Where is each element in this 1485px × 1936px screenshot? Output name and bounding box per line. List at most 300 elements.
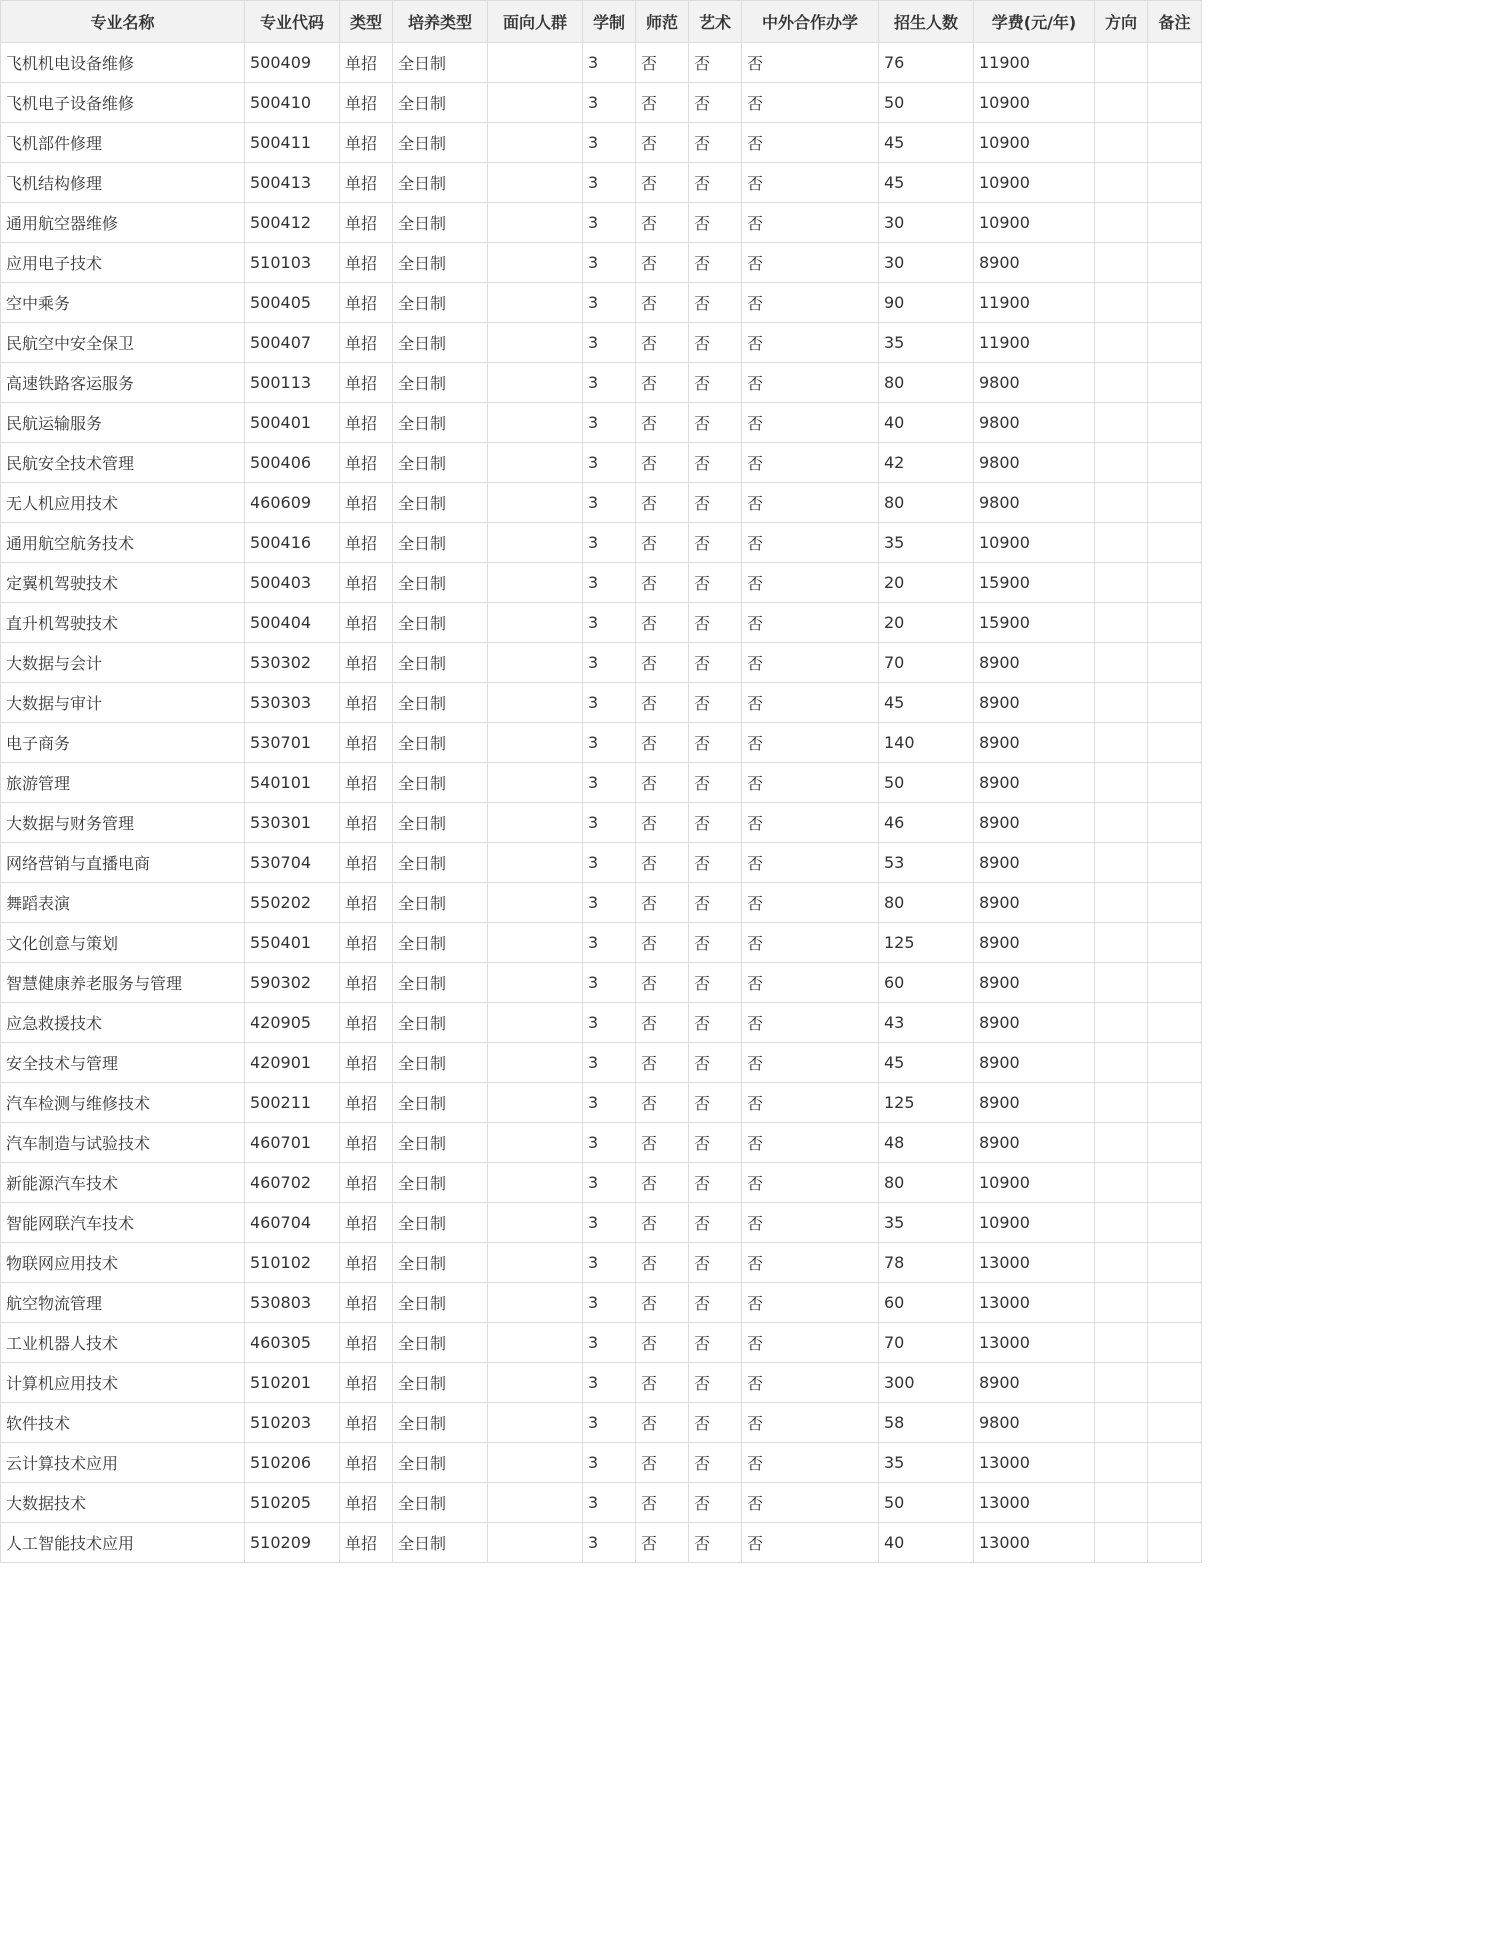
target-group-cell xyxy=(488,1043,583,1083)
tuition-cell: 11900 xyxy=(974,43,1095,83)
enrollment-cell: 300 xyxy=(879,1363,974,1403)
major-code-cell: 500113 xyxy=(245,363,340,403)
col-type-header: 类型 xyxy=(340,1,393,43)
study-mode-cell: 全日制 xyxy=(393,523,488,563)
study-mode-cell: 全日制 xyxy=(393,403,488,443)
table-row xyxy=(1,363,1202,403)
tuition-cell: 8900 xyxy=(974,643,1095,683)
direction-cell xyxy=(1095,1203,1148,1243)
duration-cell: 3 xyxy=(583,1363,636,1403)
study-mode-cell: 全日制 xyxy=(393,563,488,603)
type-cell: 单招 xyxy=(340,1163,393,1203)
major-name-cell: 通用航空器维修 xyxy=(1,203,245,243)
art-cell: 否 xyxy=(689,123,742,163)
art-cell: 否 xyxy=(689,163,742,203)
sino-foreign-cell: 否 xyxy=(742,843,879,883)
col-study-mode-header: 培养类型 xyxy=(393,1,488,43)
remarks-cell xyxy=(1148,843,1202,883)
tuition-cell: 10900 xyxy=(974,523,1095,563)
remarks-cell xyxy=(1148,1043,1202,1083)
major-name-cell: 应急救援技术 xyxy=(1,1003,245,1043)
enrollment-cell: 35 xyxy=(879,1443,974,1483)
normal-cell: 否 xyxy=(636,203,689,243)
duration-cell: 3 xyxy=(583,43,636,83)
major-code-cell: 530803 xyxy=(245,1283,340,1323)
direction-cell xyxy=(1095,483,1148,523)
sino-foreign-cell: 否 xyxy=(742,1003,879,1043)
tuition-cell: 9800 xyxy=(974,443,1095,483)
tuition-cell: 13000 xyxy=(974,1283,1095,1323)
major-code-cell: 510102 xyxy=(245,1243,340,1283)
target-group-cell xyxy=(488,1523,583,1563)
normal-cell: 否 xyxy=(636,43,689,83)
major-name-cell: 大数据与会计 xyxy=(1,643,245,683)
normal-cell: 否 xyxy=(636,123,689,163)
major-code-cell: 540101 xyxy=(245,763,340,803)
major-code-cell: 530704 xyxy=(245,843,340,883)
direction-cell xyxy=(1095,403,1148,443)
major-code-cell: 550401 xyxy=(245,923,340,963)
target-group-cell xyxy=(488,123,583,163)
remarks-cell xyxy=(1148,1483,1202,1523)
normal-cell: 否 xyxy=(636,283,689,323)
remarks-cell xyxy=(1148,1363,1202,1403)
table-row xyxy=(1,243,1202,283)
type-cell: 单招 xyxy=(340,443,393,483)
direction-cell xyxy=(1095,123,1148,163)
col-art-header: 艺术 xyxy=(689,1,742,43)
tuition-cell: 8900 xyxy=(974,1083,1095,1123)
duration-cell: 3 xyxy=(583,523,636,563)
sino-foreign-cell: 否 xyxy=(742,483,879,523)
study-mode-cell: 全日制 xyxy=(393,1363,488,1403)
tuition-cell: 10900 xyxy=(974,1203,1095,1243)
study-mode-cell: 全日制 xyxy=(393,1003,488,1043)
direction-cell xyxy=(1095,1003,1148,1043)
enrollment-cell: 80 xyxy=(879,1163,974,1203)
major-name-cell: 大数据与审计 xyxy=(1,683,245,723)
major-name-cell: 航空物流管理 xyxy=(1,1283,245,1323)
major-code-cell: 510209 xyxy=(245,1523,340,1563)
art-cell: 否 xyxy=(689,643,742,683)
enrollment-cell: 48 xyxy=(879,1123,974,1163)
tuition-cell: 8900 xyxy=(974,963,1095,1003)
duration-cell: 3 xyxy=(583,723,636,763)
type-cell: 单招 xyxy=(340,483,393,523)
major-code-cell: 530302 xyxy=(245,643,340,683)
major-name-cell: 工业机器人技术 xyxy=(1,1323,245,1363)
sino-foreign-cell: 否 xyxy=(742,363,879,403)
tuition-cell: 8900 xyxy=(974,803,1095,843)
remarks-cell xyxy=(1148,883,1202,923)
remarks-cell xyxy=(1148,763,1202,803)
target-group-cell xyxy=(488,963,583,1003)
type-cell: 单招 xyxy=(340,923,393,963)
enrollment-cell: 45 xyxy=(879,1043,974,1083)
major-code-cell: 500403 xyxy=(245,563,340,603)
target-group-cell xyxy=(488,1363,583,1403)
enrollment-cell: 46 xyxy=(879,803,974,843)
table-row xyxy=(1,203,1202,243)
duration-cell: 3 xyxy=(583,1163,636,1203)
tuition-cell: 8900 xyxy=(974,683,1095,723)
remarks-cell xyxy=(1148,43,1202,83)
major-code-cell: 460704 xyxy=(245,1203,340,1243)
target-group-cell xyxy=(488,363,583,403)
direction-cell xyxy=(1095,1483,1148,1523)
art-cell: 否 xyxy=(689,923,742,963)
study-mode-cell: 全日制 xyxy=(393,283,488,323)
study-mode-cell: 全日制 xyxy=(393,963,488,1003)
major-code-cell: 460701 xyxy=(245,1123,340,1163)
sino-foreign-cell: 否 xyxy=(742,763,879,803)
study-mode-cell: 全日制 xyxy=(393,1123,488,1163)
enrollment-cell: 125 xyxy=(879,1083,974,1123)
art-cell: 否 xyxy=(689,483,742,523)
duration-cell: 3 xyxy=(583,403,636,443)
enrollment-cell: 43 xyxy=(879,1003,974,1043)
sino-foreign-cell: 否 xyxy=(742,1323,879,1363)
direction-cell xyxy=(1095,643,1148,683)
duration-cell: 3 xyxy=(583,563,636,603)
enrollment-cell: 90 xyxy=(879,283,974,323)
major-name-cell: 民航运输服务 xyxy=(1,403,245,443)
major-name-cell: 智慧健康养老服务与管理 xyxy=(1,963,245,1003)
duration-cell: 3 xyxy=(583,1523,636,1563)
duration-cell: 3 xyxy=(583,763,636,803)
remarks-cell xyxy=(1148,1243,1202,1283)
duration-cell: 3 xyxy=(583,163,636,203)
art-cell: 否 xyxy=(689,1323,742,1363)
major-code-cell: 500405 xyxy=(245,283,340,323)
direction-cell xyxy=(1095,1523,1148,1563)
sino-foreign-cell: 否 xyxy=(742,283,879,323)
sino-foreign-cell: 否 xyxy=(742,1043,879,1083)
enrollment-cell: 40 xyxy=(879,403,974,443)
art-cell: 否 xyxy=(689,1163,742,1203)
target-group-cell xyxy=(488,803,583,843)
sino-foreign-cell: 否 xyxy=(742,1363,879,1403)
duration-cell: 3 xyxy=(583,83,636,123)
direction-cell xyxy=(1095,803,1148,843)
type-cell: 单招 xyxy=(340,723,393,763)
tuition-cell: 10900 xyxy=(974,83,1095,123)
tuition-cell: 8900 xyxy=(974,1043,1095,1083)
art-cell: 否 xyxy=(689,563,742,603)
direction-cell xyxy=(1095,1403,1148,1443)
enrollment-cell: 60 xyxy=(879,963,974,1003)
major-name-cell: 新能源汽车技术 xyxy=(1,1163,245,1203)
art-cell: 否 xyxy=(689,43,742,83)
type-cell: 单招 xyxy=(340,1003,393,1043)
major-name-cell: 云计算技术应用 xyxy=(1,1443,245,1483)
major-name-cell: 人工智能技术应用 xyxy=(1,1523,245,1563)
table-row xyxy=(1,323,1202,363)
major-code-cell: 500409 xyxy=(245,43,340,83)
col-major-code-header: 专业代码 xyxy=(245,1,340,43)
remarks-cell xyxy=(1148,1443,1202,1483)
study-mode-cell: 全日制 xyxy=(393,1483,488,1523)
major-name-cell: 物联网应用技术 xyxy=(1,1243,245,1283)
major-name-cell: 民航安全技术管理 xyxy=(1,443,245,483)
normal-cell: 否 xyxy=(636,1523,689,1563)
target-group-cell xyxy=(488,203,583,243)
enrollment-cell: 20 xyxy=(879,603,974,643)
remarks-cell xyxy=(1148,403,1202,443)
remarks-cell xyxy=(1148,363,1202,403)
sino-foreign-cell: 否 xyxy=(742,1203,879,1243)
target-group-cell xyxy=(488,483,583,523)
major-code-cell: 500401 xyxy=(245,403,340,443)
major-name-cell: 舞蹈表演 xyxy=(1,883,245,923)
col-normal-header: 师范 xyxy=(636,1,689,43)
remarks-cell xyxy=(1148,1523,1202,1563)
direction-cell xyxy=(1095,1243,1148,1283)
major-code-cell: 510103 xyxy=(245,243,340,283)
target-group-cell xyxy=(488,843,583,883)
major-name-cell: 软件技术 xyxy=(1,1403,245,1443)
type-cell: 单招 xyxy=(340,843,393,883)
direction-cell xyxy=(1095,563,1148,603)
enrollment-cell: 50 xyxy=(879,83,974,123)
study-mode-cell: 全日制 xyxy=(393,443,488,483)
direction-cell xyxy=(1095,323,1148,363)
target-group-cell xyxy=(488,243,583,283)
direction-cell xyxy=(1095,1083,1148,1123)
direction-cell xyxy=(1095,83,1148,123)
sino-foreign-cell: 否 xyxy=(742,243,879,283)
sino-foreign-cell: 否 xyxy=(742,923,879,963)
enrollment-cell: 30 xyxy=(879,243,974,283)
direction-cell xyxy=(1095,1323,1148,1363)
sino-foreign-cell: 否 xyxy=(742,1083,879,1123)
art-cell: 否 xyxy=(689,1203,742,1243)
tuition-cell: 8900 xyxy=(974,1123,1095,1163)
table-row xyxy=(1,1483,1202,1523)
study-mode-cell: 全日制 xyxy=(393,323,488,363)
tuition-cell: 13000 xyxy=(974,1523,1095,1563)
col-major-name-header: 专业名称 xyxy=(1,1,245,43)
study-mode-cell: 全日制 xyxy=(393,643,488,683)
direction-cell xyxy=(1095,1443,1148,1483)
table-row xyxy=(1,83,1202,123)
art-cell: 否 xyxy=(689,843,742,883)
major-name-cell: 智能网联汽车技术 xyxy=(1,1203,245,1243)
major-code-cell: 500410 xyxy=(245,83,340,123)
table-row xyxy=(1,1523,1202,1563)
normal-cell: 否 xyxy=(636,843,689,883)
col-direction-header: 方向 xyxy=(1095,1,1148,43)
normal-cell: 否 xyxy=(636,923,689,963)
target-group-cell xyxy=(488,683,583,723)
major-name-cell: 大数据与财务管理 xyxy=(1,803,245,843)
study-mode-cell: 全日制 xyxy=(393,123,488,163)
major-code-cell: 460305 xyxy=(245,1323,340,1363)
table-body xyxy=(1,43,1202,1563)
type-cell: 单招 xyxy=(340,883,393,923)
duration-cell: 3 xyxy=(583,923,636,963)
sino-foreign-cell: 否 xyxy=(742,723,879,763)
duration-cell: 3 xyxy=(583,843,636,883)
remarks-cell xyxy=(1148,803,1202,843)
table-row xyxy=(1,123,1202,163)
normal-cell: 否 xyxy=(636,803,689,843)
art-cell: 否 xyxy=(689,83,742,123)
tuition-cell: 11900 xyxy=(974,323,1095,363)
art-cell: 否 xyxy=(689,443,742,483)
table-row xyxy=(1,603,1202,643)
sino-foreign-cell: 否 xyxy=(742,1483,879,1523)
enrollment-cell: 40 xyxy=(879,1523,974,1563)
duration-cell: 3 xyxy=(583,243,636,283)
duration-cell: 3 xyxy=(583,1443,636,1483)
duration-cell: 3 xyxy=(583,643,636,683)
enrollment-cell: 50 xyxy=(879,1483,974,1523)
type-cell: 单招 xyxy=(340,283,393,323)
remarks-cell xyxy=(1148,203,1202,243)
type-cell: 单招 xyxy=(340,1203,393,1243)
normal-cell: 否 xyxy=(636,243,689,283)
major-name-cell: 飞机结构修理 xyxy=(1,163,245,203)
art-cell: 否 xyxy=(689,1083,742,1123)
tuition-cell: 10900 xyxy=(974,1163,1095,1203)
table-row xyxy=(1,803,1202,843)
table-row xyxy=(1,1283,1202,1323)
enrollment-cell: 70 xyxy=(879,643,974,683)
tuition-cell: 13000 xyxy=(974,1323,1095,1363)
target-group-cell xyxy=(488,403,583,443)
normal-cell: 否 xyxy=(636,443,689,483)
major-name-cell: 飞机机电设备维修 xyxy=(1,43,245,83)
study-mode-cell: 全日制 xyxy=(393,1403,488,1443)
study-mode-cell: 全日制 xyxy=(393,1203,488,1243)
col-duration-header: 学制 xyxy=(583,1,636,43)
table-row xyxy=(1,643,1202,683)
normal-cell: 否 xyxy=(636,1163,689,1203)
normal-cell: 否 xyxy=(636,483,689,523)
tuition-cell: 8900 xyxy=(974,723,1095,763)
col-enrollment-header: 招生人数 xyxy=(879,1,974,43)
table-row xyxy=(1,1443,1202,1483)
sino-foreign-cell: 否 xyxy=(742,323,879,363)
tuition-cell: 13000 xyxy=(974,1483,1095,1523)
tuition-cell: 9800 xyxy=(974,1403,1095,1443)
art-cell: 否 xyxy=(689,603,742,643)
major-code-cell: 460702 xyxy=(245,1163,340,1203)
enrollment-cell: 30 xyxy=(879,203,974,243)
normal-cell: 否 xyxy=(636,1203,689,1243)
normal-cell: 否 xyxy=(636,643,689,683)
enrollment-cell: 35 xyxy=(879,1203,974,1243)
enrollment-cell: 70 xyxy=(879,1323,974,1363)
target-group-cell xyxy=(488,603,583,643)
duration-cell: 3 xyxy=(583,363,636,403)
remarks-cell xyxy=(1148,563,1202,603)
col-tuition-header: 学费(元/年) xyxy=(974,1,1095,43)
type-cell: 单招 xyxy=(340,683,393,723)
type-cell: 单招 xyxy=(340,43,393,83)
type-cell: 单招 xyxy=(340,163,393,203)
major-code-cell: 500407 xyxy=(245,323,340,363)
duration-cell: 3 xyxy=(583,803,636,843)
type-cell: 单招 xyxy=(340,1483,393,1523)
table-row xyxy=(1,1043,1202,1083)
study-mode-cell: 全日制 xyxy=(393,683,488,723)
art-cell: 否 xyxy=(689,1523,742,1563)
enrollment-cell: 35 xyxy=(879,323,974,363)
sino-foreign-cell: 否 xyxy=(742,563,879,603)
normal-cell: 否 xyxy=(636,1243,689,1283)
sino-foreign-cell: 否 xyxy=(742,203,879,243)
enrollment-cell: 60 xyxy=(879,1283,974,1323)
sino-foreign-cell: 否 xyxy=(742,883,879,923)
art-cell: 否 xyxy=(689,1443,742,1483)
remarks-cell xyxy=(1148,163,1202,203)
study-mode-cell: 全日制 xyxy=(393,363,488,403)
art-cell: 否 xyxy=(689,323,742,363)
duration-cell: 3 xyxy=(583,883,636,923)
type-cell: 单招 xyxy=(340,123,393,163)
table-row xyxy=(1,1123,1202,1163)
art-cell: 否 xyxy=(689,403,742,443)
target-group-cell xyxy=(488,1003,583,1043)
study-mode-cell: 全日制 xyxy=(393,1443,488,1483)
sino-foreign-cell: 否 xyxy=(742,963,879,1003)
art-cell: 否 xyxy=(689,363,742,403)
study-mode-cell: 全日制 xyxy=(393,603,488,643)
major-name-cell: 安全技术与管理 xyxy=(1,1043,245,1083)
tuition-cell: 13000 xyxy=(974,1443,1095,1483)
normal-cell: 否 xyxy=(636,1003,689,1043)
sino-foreign-cell: 否 xyxy=(742,643,879,683)
normal-cell: 否 xyxy=(636,403,689,443)
remarks-cell xyxy=(1148,483,1202,523)
type-cell: 单招 xyxy=(340,563,393,603)
duration-cell: 3 xyxy=(583,1003,636,1043)
type-cell: 单招 xyxy=(340,203,393,243)
sino-foreign-cell: 否 xyxy=(742,1243,879,1283)
tuition-cell: 8900 xyxy=(974,763,1095,803)
target-group-cell xyxy=(488,763,583,803)
table-row xyxy=(1,403,1202,443)
enrollment-cell: 80 xyxy=(879,363,974,403)
sino-foreign-cell: 否 xyxy=(742,443,879,483)
major-name-cell: 飞机部件修理 xyxy=(1,123,245,163)
remarks-cell xyxy=(1148,923,1202,963)
table-header-row xyxy=(1,1,1202,43)
table-row xyxy=(1,1363,1202,1403)
major-code-cell: 500413 xyxy=(245,163,340,203)
remarks-cell xyxy=(1148,963,1202,1003)
duration-cell: 3 xyxy=(583,1403,636,1443)
major-code-cell: 530303 xyxy=(245,683,340,723)
direction-cell xyxy=(1095,243,1148,283)
direction-cell xyxy=(1095,963,1148,1003)
study-mode-cell: 全日制 xyxy=(393,803,488,843)
enrollment-cell: 20 xyxy=(879,563,974,603)
study-mode-cell: 全日制 xyxy=(393,843,488,883)
type-cell: 单招 xyxy=(340,1523,393,1563)
major-code-cell: 500406 xyxy=(245,443,340,483)
direction-cell xyxy=(1095,1043,1148,1083)
target-group-cell xyxy=(488,443,583,483)
normal-cell: 否 xyxy=(636,883,689,923)
remarks-cell xyxy=(1148,1203,1202,1243)
direction-cell xyxy=(1095,283,1148,323)
direction-cell xyxy=(1095,523,1148,563)
normal-cell: 否 xyxy=(636,723,689,763)
study-mode-cell: 全日制 xyxy=(393,83,488,123)
